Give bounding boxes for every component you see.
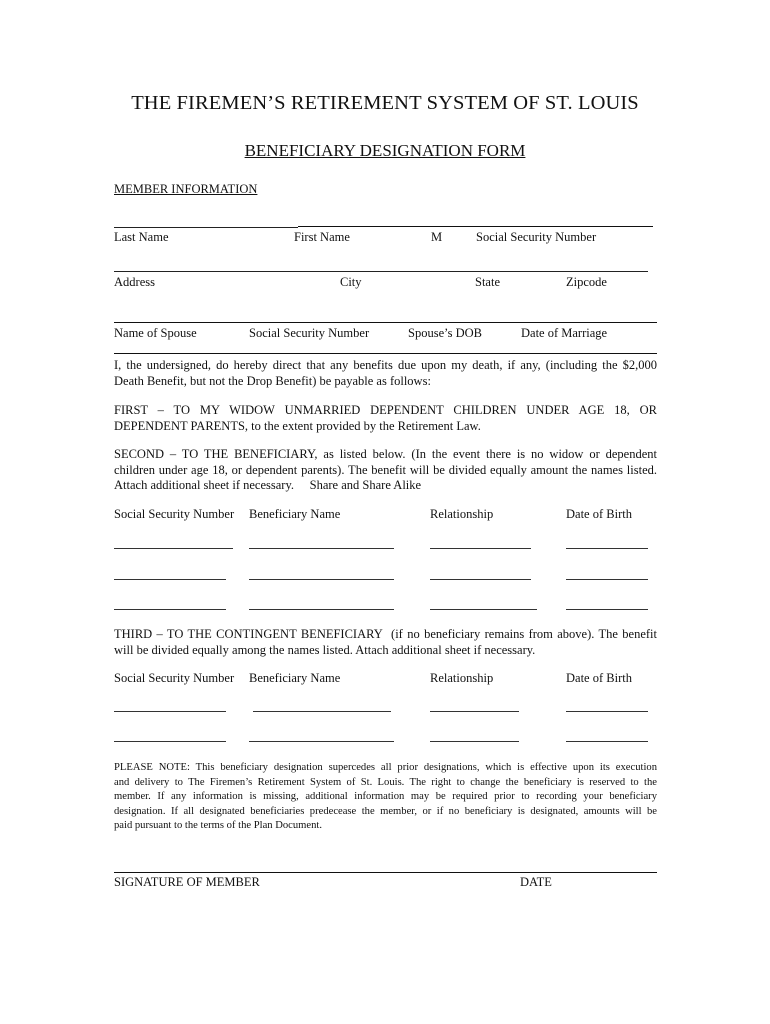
- spouse-ssn-label: Social Security Number: [249, 326, 370, 340]
- beneficiary-dob-header: Date of Birth: [566, 507, 632, 521]
- address-label: Address: [114, 275, 155, 289]
- contingent-ssn-blank[interactable]: [114, 741, 226, 742]
- form-title: THE FIREMEN’S RETIREMENT SYSTEM OF ST. LOUIS: [131, 92, 639, 114]
- contingent-dob-header: Date of Birth: [566, 671, 632, 685]
- beneficiary-dob-blank[interactable]: [566, 579, 648, 580]
- contingent-name-blank[interactable]: [253, 711, 391, 712]
- note-line: PLEASE NOTE: This beneficiary designation supercedes all prior designations, which is effective upon its execution: [114, 762, 657, 773]
- please-note-paragraph: [114, 761, 657, 834]
- spouse-name-label: Name of Spouse: [114, 326, 197, 340]
- contingent-dob-blank[interactable]: [566, 741, 648, 742]
- contingent-name-header: Beneficiary Name: [249, 671, 341, 685]
- note-line: member. If any information is missing, additional information may be required prior to recording your beneficiary: [114, 791, 657, 802]
- intro-line: I, the undersigned, do hereby direct that any benefits due upon my death, if any, (including the $2,000: [114, 358, 657, 372]
- contingent-relationship-blank[interactable]: [430, 741, 519, 742]
- second-line: Attach additional sheet if necessary. Share and Share Alike: [114, 478, 422, 492]
- first-line: FIRST – TO MY WIDOW UNMARRIED DEPENDENT CHILDREN UNDER AGE 18, OR: [114, 403, 657, 417]
- city-label: City: [340, 275, 362, 289]
- middle-initial-label: M: [431, 230, 443, 244]
- third-line: will be divided equally among the names listed. Attach additional sheet if necessary.: [114, 642, 536, 657]
- beneficiary-dob-blank[interactable]: [566, 609, 648, 610]
- first-name-ssn-line: [298, 226, 653, 227]
- third-designation-paragraph: [114, 627, 657, 658]
- form-subtitle: BENEFICIARY DESIGNATION FORM: [244, 141, 526, 160]
- first-designation-paragraph: [114, 403, 657, 434]
- marriage-date-label: Date of Marriage: [521, 326, 608, 340]
- beneficiary-name-blank[interactable]: [249, 579, 394, 580]
- beneficiary-ssn-blank[interactable]: [114, 548, 233, 549]
- third-line: THIRD – TO THE CONTINGENT BENEFICIARY (if no beneficiary remains from above). The benefit: [114, 627, 657, 641]
- beneficiary-ssn-header: Social Security Number: [114, 507, 235, 521]
- signature-line[interactable]: [114, 872, 657, 873]
- beneficiary-relationship-blank[interactable]: [430, 548, 531, 549]
- intro-paragraph: [114, 358, 657, 389]
- last-name-line: [114, 227, 298, 228]
- beneficiary-relationship-blank[interactable]: [430, 609, 537, 610]
- spouse-dob-label: Spouse’s DOB: [408, 326, 482, 340]
- beneficiary-relationship-blank[interactable]: [430, 579, 531, 580]
- contingent-name-blank[interactable]: [249, 741, 394, 742]
- contingent-relationship-header: Relationship: [430, 671, 494, 685]
- spouse-line: [114, 322, 657, 323]
- beneficiary-name-blank[interactable]: [249, 609, 394, 610]
- address-line: [114, 271, 648, 272]
- member-ssn-label: Social Security Number: [476, 230, 597, 244]
- member-information-heading: MEMBER INFORMATION: [114, 182, 258, 196]
- beneficiary-ssn-blank[interactable]: [114, 579, 226, 580]
- section-divider: [114, 353, 657, 354]
- beneficiary-relationship-header: Relationship: [430, 507, 494, 521]
- first-line: DEPENDENT PARENTS, to the extent provided by the Retirement Law.: [114, 418, 481, 433]
- contingent-ssn-header: Social Security Number: [114, 671, 235, 685]
- first-name-label: First Name: [294, 230, 350, 244]
- second-designation-paragraph: [114, 447, 657, 494]
- date-label: DATE: [520, 875, 552, 889]
- second-line: SECOND – TO THE BENEFICIARY, as listed below. (In the event there is no widow or dependent: [114, 447, 657, 461]
- contingent-dob-blank[interactable]: [566, 711, 648, 712]
- second-line: children under age 18, or dependent parents). The benefit will be divided equally amount the names listed.: [114, 462, 657, 477]
- last-name-label: Last Name: [114, 230, 169, 244]
- beneficiary-name-header: Beneficiary Name: [249, 507, 341, 521]
- beneficiary-dob-blank[interactable]: [566, 548, 648, 549]
- beneficiary-ssn-blank[interactable]: [114, 609, 226, 610]
- zipcode-label: Zipcode: [566, 275, 607, 289]
- contingent-relationship-blank[interactable]: [430, 711, 519, 712]
- note-line: designation. If all designated beneficiaries predecease the member, or if no beneficiary is designated, amounts will be: [114, 805, 657, 817]
- state-label: State: [475, 275, 500, 289]
- beneficiary-name-blank[interactable]: [249, 548, 394, 549]
- intro-line: Death Benefit, but not the Drop Benefit) be payable as follows:: [114, 373, 431, 388]
- signature-of-member-label: SIGNATURE OF MEMBER: [114, 875, 260, 889]
- note-line: and delivery to The Firemen’s Retirement System of St. Louis. The right to change the beneficiary is reserved to the: [114, 776, 657, 788]
- contingent-ssn-blank[interactable]: [114, 711, 226, 712]
- note-line: paid pursuant to the terms of the Plan Document.: [114, 820, 323, 831]
